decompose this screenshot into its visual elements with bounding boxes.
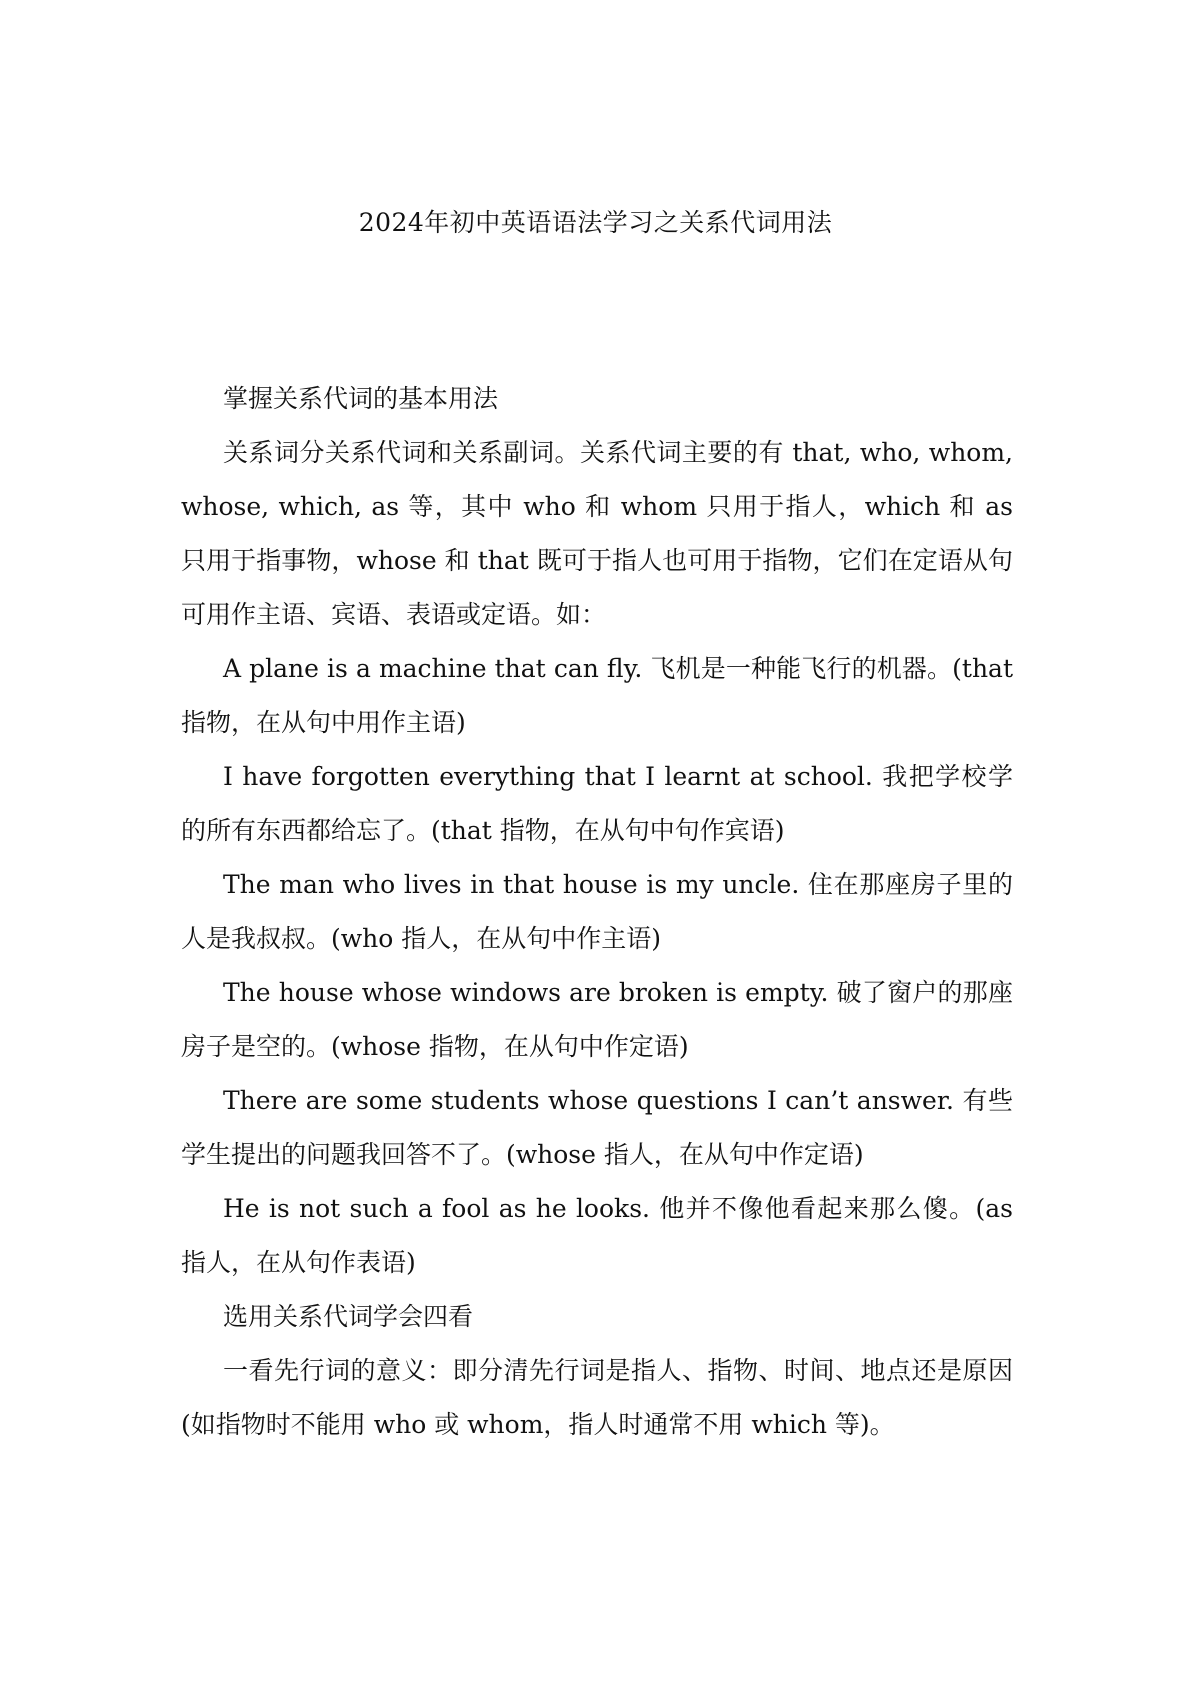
- section-heading-four-looks: 选用关系代词学会四看: [223, 1302, 474, 1331]
- document-title: 2024年初中英语语法学习之关系代词用法: [358, 208, 833, 237]
- example-students: There are some students whose questions I can’t answer. 有些学生提出的问题我回答不了。(whose 指人，在从句中作定语): [181, 1086, 1013, 1169]
- document-body: [181, 372, 1013, 1452]
- example-forgotten: I have forgotten everything that I learnt at school. 我把学校学的所有东西都给忘了。(that 指物，在从句中句作宾语): [181, 762, 1013, 845]
- section-heading-basic-usage: 掌握关系代词的基本用法: [223, 384, 499, 413]
- example-plane: A plane is a machine that can fly. 飞机是一种能飞行的机器。(that 指物，在从句中用作主语): [181, 654, 1013, 737]
- paragraph-intro: 关系词分关系代词和关系副词。关系代词主要的有 that, who, whom, whose, which, as 等，其中 who 和 whom 只用于指人，which 和 as 只用于指事物，whose 和 that 既可于指人也可用于指物，它们在定语从句可用作主语、宾语、表语或定语。如：: [181, 438, 1013, 629]
- example-fool: He is not such a fool as he looks. 他并不像他看起来那么傻。(as 指人，在从句作表语): [181, 1194, 1013, 1277]
- example-house: The house whose windows are broken is empty. 破了窗户的那座房子是空的。(whose 指物，在从句中作定语): [181, 978, 1013, 1061]
- paragraph-first-look: 一看先行词的意义：即分清先行词是指人、指物、时间、地点还是原因(如指物时不能用 who 或 whom，指人时通常不用 which 等)。: [181, 1356, 1013, 1439]
- example-uncle: The man who lives in that house is my uncle. 住在那座房子里的人是我叔叔。(who 指人，在从句中作主语): [181, 870, 1013, 953]
